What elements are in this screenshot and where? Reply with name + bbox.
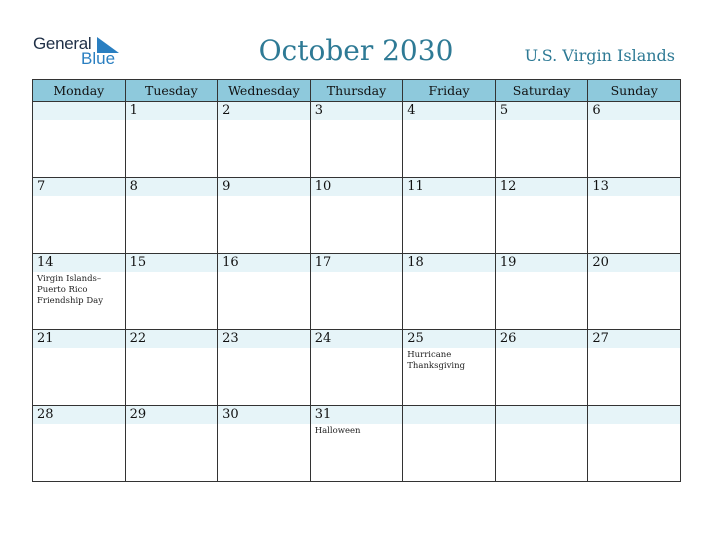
day-number: 27: [588, 330, 680, 348]
day-cell: [588, 254, 681, 330]
day-cell: [33, 330, 126, 406]
day-cell: [588, 330, 681, 406]
weekday-header: Thursday: [310, 80, 403, 102]
day-number: 30: [218, 406, 310, 424]
week-row: [33, 330, 681, 406]
day-number: 4: [403, 102, 495, 120]
day-number: 31: [311, 406, 403, 424]
day-cell: [125, 406, 218, 482]
weekday-header: Friday: [403, 80, 496, 102]
day-cell: [495, 102, 588, 178]
day-cell: [588, 102, 681, 178]
day-number: 2: [218, 102, 310, 120]
day-cell: [218, 254, 311, 330]
day-number: 21: [33, 330, 125, 348]
day-number: 28: [33, 406, 125, 424]
day-cell: [218, 406, 311, 482]
day-cell: [218, 178, 311, 254]
week-row: [33, 406, 681, 482]
day-cell: [125, 330, 218, 406]
day-cell: [310, 254, 403, 330]
day-cell: [310, 330, 403, 406]
weekday-header: Monday: [33, 80, 126, 102]
day-cell: [588, 178, 681, 254]
day-cell: [403, 330, 496, 406]
day-number: 15: [126, 254, 218, 272]
day-number: 19: [496, 254, 588, 272]
week-row: [33, 102, 681, 178]
logo-word-blue: Blue: [81, 49, 116, 68]
holiday-label: Halloween: [314, 426, 361, 436]
day-number: 3: [311, 102, 403, 120]
weekday-header: Tuesday: [125, 80, 218, 102]
day-number: 13: [588, 178, 680, 196]
day-cell: [403, 406, 496, 482]
weekday-header: Sunday: [588, 80, 681, 102]
region-label: U.S. Virgin Islands: [524, 46, 675, 65]
day-number: 29: [126, 406, 218, 424]
day-cell: [588, 406, 681, 482]
day-number: 26: [496, 330, 588, 348]
day-cell: [403, 254, 496, 330]
week-row: [33, 178, 681, 254]
day-number: 14: [33, 254, 125, 272]
day-number: 16: [218, 254, 310, 272]
day-number: 22: [126, 330, 218, 348]
holiday-label: Virgin Islands–Puerto Rico Friendship Day: [37, 274, 104, 306]
day-number: 1: [126, 102, 218, 120]
logo-word-general: General: [33, 34, 92, 53]
day-cell: [33, 178, 126, 254]
month-title: October 2030: [258, 34, 454, 67]
day-number: 12: [496, 178, 588, 196]
day-cell: [125, 102, 218, 178]
day-cell: [495, 406, 588, 482]
week-row: [33, 254, 681, 330]
weekday-header: Wednesday: [218, 80, 311, 102]
day-number: [403, 406, 495, 424]
day-number: 6: [588, 102, 680, 120]
day-cell: [125, 254, 218, 330]
day-number: 17: [311, 254, 403, 272]
weekday-header-row: [33, 80, 681, 102]
day-number: 8: [126, 178, 218, 196]
day-cell: [495, 330, 588, 406]
day-number: 11: [403, 178, 495, 196]
day-cell: [495, 254, 588, 330]
day-cell: [403, 178, 496, 254]
day-number: 18: [403, 254, 495, 272]
day-number: 25: [403, 330, 495, 348]
day-cell: [403, 102, 496, 178]
day-number: [588, 406, 680, 424]
day-number: 20: [588, 254, 680, 272]
weekday-header: Saturday: [495, 80, 588, 102]
day-number: 23: [218, 330, 310, 348]
day-number: 9: [218, 178, 310, 196]
day-cell: [33, 406, 126, 482]
day-cell: [310, 406, 403, 482]
day-cell: [218, 330, 311, 406]
day-number: 7: [33, 178, 125, 196]
day-number: 10: [311, 178, 403, 196]
day-number: 24: [311, 330, 403, 348]
day-cell: [310, 178, 403, 254]
day-cell: [125, 178, 218, 254]
day-cell: [310, 102, 403, 178]
day-cell: [33, 102, 126, 178]
day-cell: [33, 254, 126, 330]
day-number: [33, 102, 125, 120]
day-number: 5: [496, 102, 588, 120]
holiday-label: Hurricane Thanksgiving: [407, 350, 466, 371]
day-cell: [218, 102, 311, 178]
calendar-grid: [32, 79, 681, 482]
day-cell: [495, 178, 588, 254]
day-number: [496, 406, 588, 424]
